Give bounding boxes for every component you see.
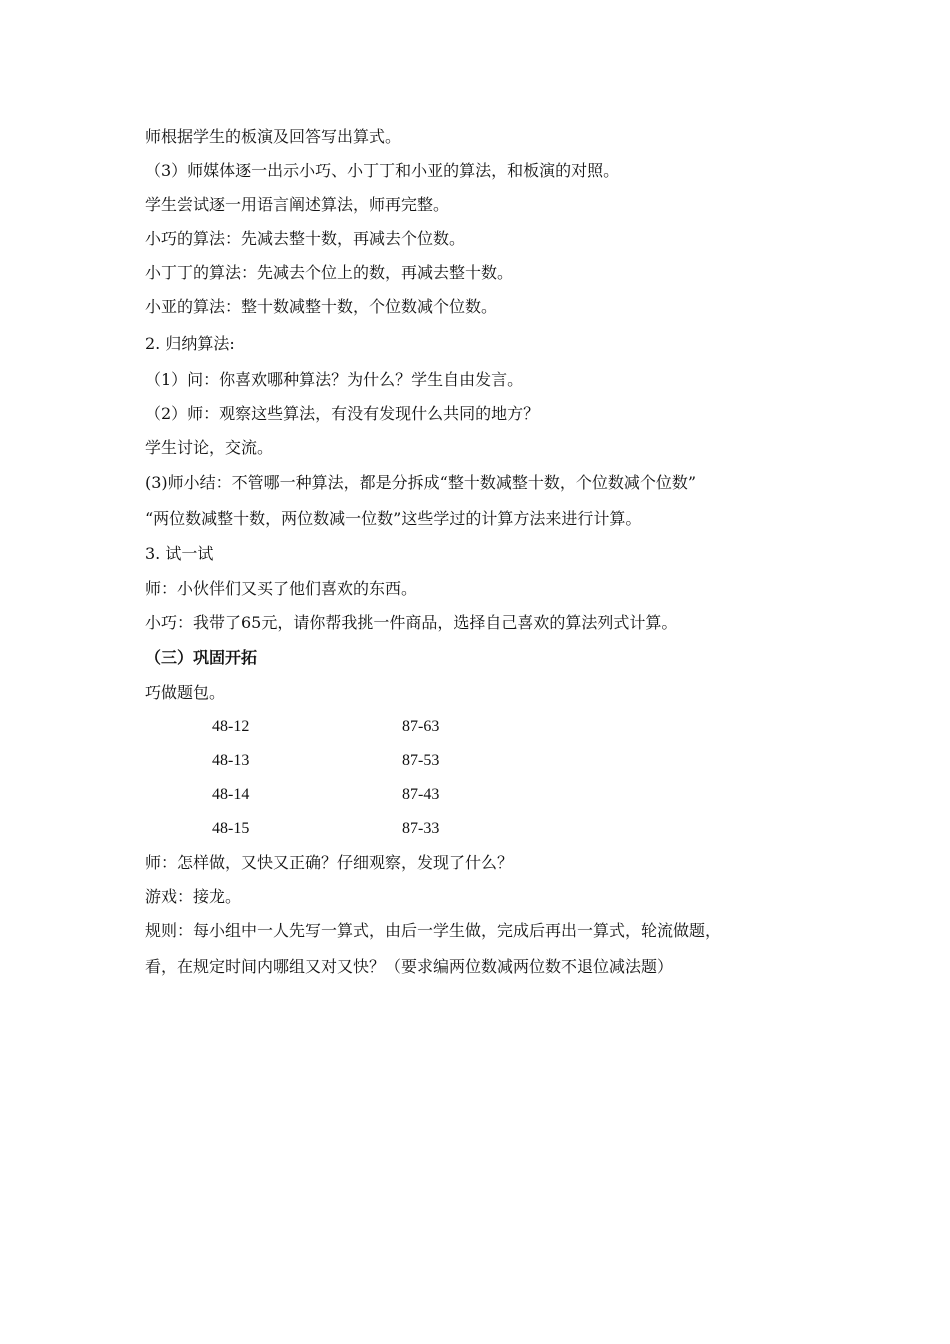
paragraph-line: 小丁丁的算法：先减去个位上的数，再减去整十数。 bbox=[145, 263, 514, 282]
paragraph-line: 巧做题包。 bbox=[145, 683, 226, 702]
paragraph-line: 看，在规定时间内哪组又对又快？（要求编两位数减两位数不退位减法题） bbox=[145, 957, 674, 976]
paragraph-line: 学生尝试逐一用语言阐述算法，师再完整。 bbox=[145, 195, 450, 214]
paragraph-line: 小巧的算法：先减去整十数，再减去个位数。 bbox=[145, 229, 466, 248]
paragraph-line: 小亚的算法：整十数减整十数，个位数减个位数。 bbox=[145, 297, 498, 316]
paragraph-line: (3)师小结：不管哪一种算法，都是分拆成“整十数减整十数，个位数减个位数” bbox=[145, 473, 697, 492]
exercise-right: 87-53 bbox=[402, 752, 440, 769]
paragraph-line: 师：怎样做，又快又正确？仔细观察，发现了什么？ bbox=[145, 853, 514, 872]
paragraph-line: 师：小伙伴们又买了他们喜欢的东西。 bbox=[145, 579, 418, 598]
exercise-left: 48-15 bbox=[212, 820, 250, 837]
section-heading: 3. 试一试 bbox=[145, 544, 214, 563]
exercise-left: 48-12 bbox=[212, 718, 250, 735]
paragraph-line: （2）师：观察这些算法，有没有发现什么共同的地方？ bbox=[145, 404, 540, 423]
paragraph-line: “两位数减整十数，两位数减一位数”这些学过的计算方法来进行计算。 bbox=[145, 509, 642, 528]
paragraph-line: （3）师媒体逐一出示小巧、小丁丁和小亚的算法，和板演的对照。 bbox=[145, 161, 620, 180]
exercise-right: 87-33 bbox=[402, 820, 440, 837]
paragraph-line: 小巧：我带了65元，请你帮我挑一件商品，选择自己喜欢的算法列式计算。 bbox=[145, 613, 678, 632]
section-heading: 2. 归纳算法: bbox=[145, 334, 235, 353]
paragraph-line: 游戏：接龙。 bbox=[145, 887, 242, 906]
exercise-right: 87-43 bbox=[402, 786, 440, 803]
exercise-left: 48-14 bbox=[212, 786, 250, 803]
exercise-left: 48-13 bbox=[212, 752, 250, 769]
paragraph-line: 师根据学生的板演及回答写出算式。 bbox=[145, 127, 402, 146]
paragraph-line: （1）问：你喜欢哪种算法？为什么？学生自由发言。 bbox=[145, 370, 524, 389]
section-title: （三）巩固开拓 bbox=[145, 648, 258, 667]
paragraph-line: 学生讨论，交流。 bbox=[145, 438, 274, 457]
exercise-right: 87-63 bbox=[402, 718, 440, 735]
paragraph-line: 规则：每小组中一人先写一算式，由后一学生做，完成后再出一算式，轮流做题， bbox=[145, 921, 722, 940]
